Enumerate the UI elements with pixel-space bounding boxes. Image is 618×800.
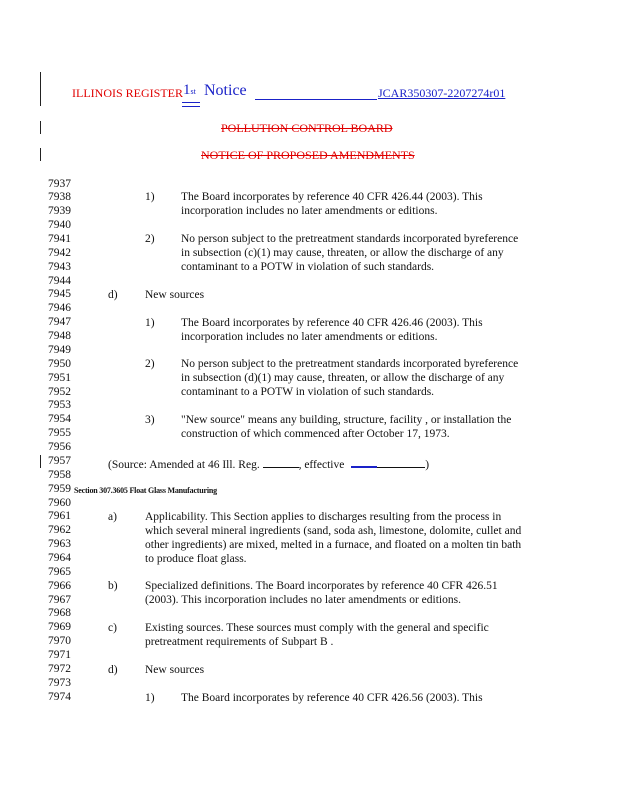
section-heading: Section 307.3605 Float Glass Manufacturing [74, 486, 217, 495]
line-number: 7971 [48, 649, 71, 662]
line-number: 7943 [48, 260, 71, 273]
line-number: 7956 [48, 441, 71, 454]
line-number: 7945 [48, 288, 71, 301]
line-number: 7949 [48, 343, 71, 356]
text-line: incorporation includes no later amendments or editions. [181, 205, 438, 217]
item-mark: a) [108, 511, 117, 523]
text-line: in subsection (c)(1) may cause, threaten, or allow the discharge of any [181, 247, 504, 259]
notice-label: Notice [204, 82, 247, 99]
text-line: to produce float glass. [145, 553, 247, 565]
source-note-part: ) [425, 459, 430, 471]
line-number: 7970 [48, 635, 71, 648]
change-bar [40, 148, 41, 161]
item-mark: c) [108, 622, 117, 634]
register-title: ILLINOIS REGISTER [72, 86, 183, 100]
text-line: New sources [145, 289, 205, 301]
text-line: pretreatment requirements of Subpart B . [145, 636, 334, 648]
text-line: Specialized definitions. The Board incorporates by reference 40 CFR 426.51 [145, 580, 498, 592]
item-mark: b) [108, 580, 118, 592]
effective-blank-inserted [351, 456, 377, 468]
line-number: 7942 [48, 246, 71, 259]
source-note [108, 456, 429, 473]
line-number: 7958 [48, 468, 71, 481]
line-number: 7963 [48, 538, 71, 551]
text-line: The Board incorporates by reference 40 CFR 426.56 (2003). This [181, 692, 483, 704]
text-line: No person subject to the pretreatment standards incorporated byreference [181, 358, 519, 370]
text-line: New sources [145, 664, 205, 676]
line-number: 7960 [48, 496, 71, 509]
item-mark: d) [108, 664, 118, 676]
text-line: The Board incorporates by reference 40 CFR 426.44 (2003). This [181, 191, 483, 203]
item-mark: 2) [145, 358, 155, 370]
source-note-part: , effective [298, 459, 345, 471]
line-number: 7937 [48, 177, 71, 190]
line-number: 7967 [48, 593, 71, 606]
item-mark: 1) [145, 191, 155, 203]
line-number: 7973 [48, 676, 71, 689]
line-number: 7974 [48, 690, 71, 703]
register-blank [263, 457, 299, 468]
text-line: contaminant to a POTW in violation of such standards. [181, 386, 435, 398]
item-mark: 3) [145, 414, 155, 426]
line-number: 7951 [48, 371, 71, 384]
board-title: POLLUTION CONTROL BOARD [221, 121, 393, 135]
line-number: 7955 [48, 427, 71, 440]
change-bar [40, 455, 41, 468]
line-number: 7969 [48, 621, 71, 634]
item-mark: 2) [145, 233, 155, 245]
line-number: 7964 [48, 551, 71, 564]
line-number: 7939 [48, 205, 71, 218]
change-bar [40, 121, 41, 134]
text-line: in subsection (d)(1) may cause, threaten, or allow the discharge of any [181, 372, 505, 384]
line-number: 7947 [48, 316, 71, 329]
text-line: contaminant to a POTW in violation of such standards. [181, 261, 435, 273]
line-number: 7952 [48, 385, 71, 398]
effective-blank [377, 457, 425, 468]
line-number: 7962 [48, 524, 71, 537]
insert-number-underline [182, 102, 200, 107]
line-number: 7938 [48, 191, 71, 204]
item-mark: 1) [145, 692, 155, 704]
text-line: Applicability. This Section applies to discharges resulting from the process in [145, 511, 502, 523]
line-number: 7950 [48, 357, 71, 370]
line-number: 7953 [48, 399, 71, 412]
notice-rule [255, 99, 377, 100]
line-number: 7966 [48, 579, 71, 592]
line-number: 7946 [48, 302, 71, 315]
text-line: other ingredients) are mixed, melted in a furnace, and floated on a molten tin bath [145, 539, 522, 551]
line-number: 7957 [48, 454, 71, 467]
text-line: which several mineral ingredients (sand, soda ash, limestone, dolomite, cullet and [145, 525, 522, 537]
insert-number [183, 82, 196, 99]
text-line: (2003). This incorporation includes no later amendments or editions. [145, 594, 461, 606]
line-number: 7948 [48, 330, 71, 343]
document-id: JCAR350307-2207274r01 [378, 86, 506, 100]
item-mark: d) [108, 289, 118, 301]
line-number: 7940 [48, 219, 71, 232]
insert-number-super: st [190, 87, 196, 96]
line-number: 7961 [48, 510, 71, 523]
text-line: Existing sources. These sources must comply with the general and specific [145, 622, 489, 634]
line-number: 7965 [48, 565, 71, 578]
line-number: 7954 [48, 413, 71, 426]
source-note-part: (Source: Amended at 46 Ill. Reg. [108, 459, 260, 471]
line-number: 7944 [48, 274, 71, 287]
line-number: 7972 [48, 662, 71, 675]
text-line: No person subject to the pretreatment standards incorporated byreference [181, 233, 519, 245]
line-number: 7968 [48, 607, 71, 620]
line-number: 7959 [48, 482, 71, 495]
text-line: construction of which commenced after October 17, 1973. [181, 428, 450, 440]
insert-number-text: 1 [183, 82, 191, 98]
text-line: The Board incorporates by reference 40 CFR 426.46 (2003). This [181, 317, 483, 329]
item-mark: 1) [145, 317, 155, 329]
notice-title: NOTICE OF PROPOSED AMENDMENTS [201, 148, 415, 162]
change-bar [40, 72, 41, 106]
line-number: 7941 [48, 232, 71, 245]
text-line: "New source" means any building, structure, facility , or installation the [181, 414, 512, 426]
text-line: incorporation includes no later amendments or editions. [181, 331, 438, 343]
